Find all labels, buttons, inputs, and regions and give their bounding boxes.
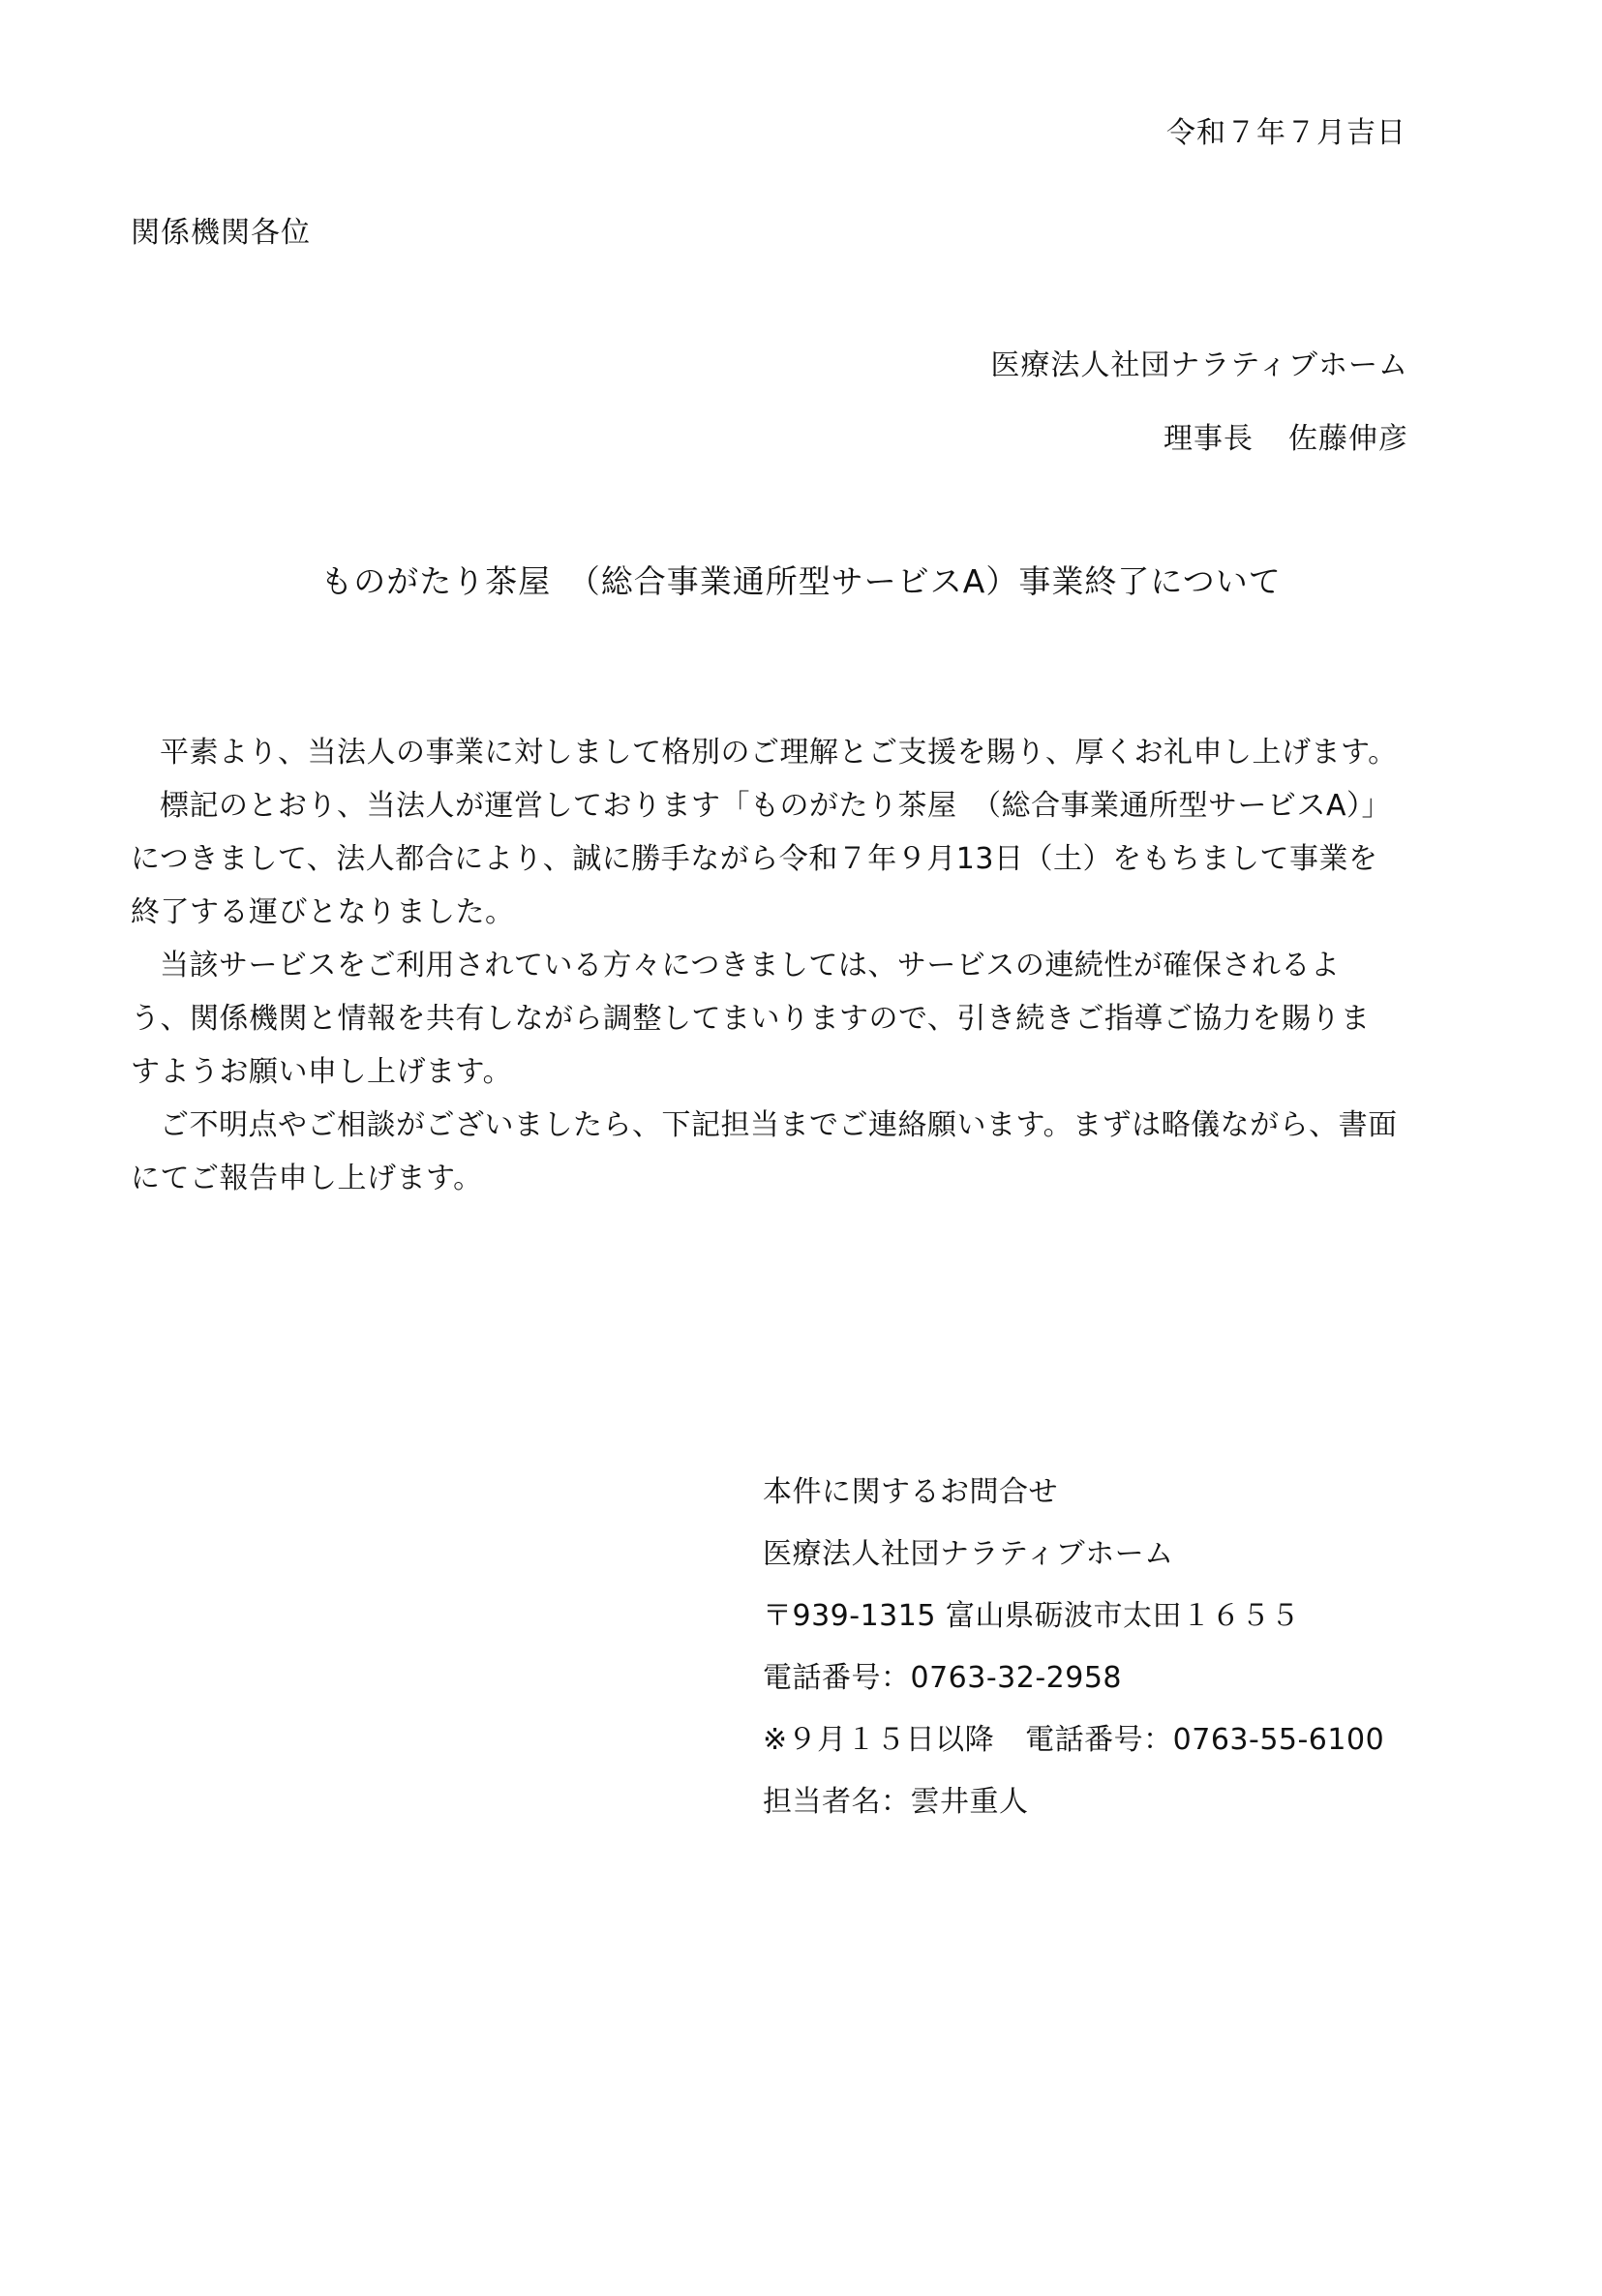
- representative-title: 理事長: [1164, 422, 1254, 456]
- sender-organization: 医療法人社団ナラティブホーム: [990, 348, 1408, 382]
- body-paragraph: 標記のとおり、当法人が運営しております「ものがたり茶屋 （総合事業通所型サービスA）」につきまして、法人都合により、誠に勝手ながら令和７年９月13日（土）をもちまして事業を終了する運びとなりました。: [131, 789, 1392, 929]
- contact-phone: 電話番号：0763-32-2958: [763, 1661, 1123, 1695]
- contact-new-phone-line: [763, 1709, 1384, 1771]
- document-body: [131, 726, 1399, 1205]
- new-phone-note: ※９月１５日以降: [763, 1723, 995, 1757]
- body-paragraph: 平素より、当法人の事業に対しまして格別のご理解とご支援を賜り、厚くお礼申し上げます。: [160, 736, 1398, 770]
- document-title: ものがたり茶屋 （総合事業通所型サービスA）事業終了について: [320, 562, 1282, 600]
- body-paragraph: ご不明点やご相談がございましたら、下記担当までご連絡願います。まずは略儀ながら、書面にてご報告申し上げます。: [131, 1108, 1398, 1195]
- contact-address: 〒939-1315 富山県砺波市太田１６５５: [763, 1599, 1300, 1633]
- sender-representative: [990, 403, 1408, 476]
- sender-block: [990, 329, 1408, 476]
- body-paragraph: 当該サービスをご利用されている方々につきましては、サービスの連続性が確保されるよう、関係機関と情報を共有しながら調整してまいりますので、引き続きご指導ご協力を賜りますようお願い申し上げます。: [131, 949, 1371, 1089]
- recipient: 関係機関各位: [131, 216, 311, 250]
- contact-organization: 医療法人社団ナラティブホーム: [763, 1537, 1174, 1571]
- contact-person: 担当者名：雲井重人: [763, 1785, 1029, 1819]
- contact-heading: 本件に関するお問合せ: [763, 1475, 1058, 1509]
- contact-block: [763, 1462, 1384, 1833]
- document-date: 令和７年７月吉日: [1166, 116, 1406, 150]
- new-phone: 電話番号：0763-55-6100: [1025, 1723, 1385, 1757]
- representative-name: 佐藤伸彦: [1288, 422, 1408, 456]
